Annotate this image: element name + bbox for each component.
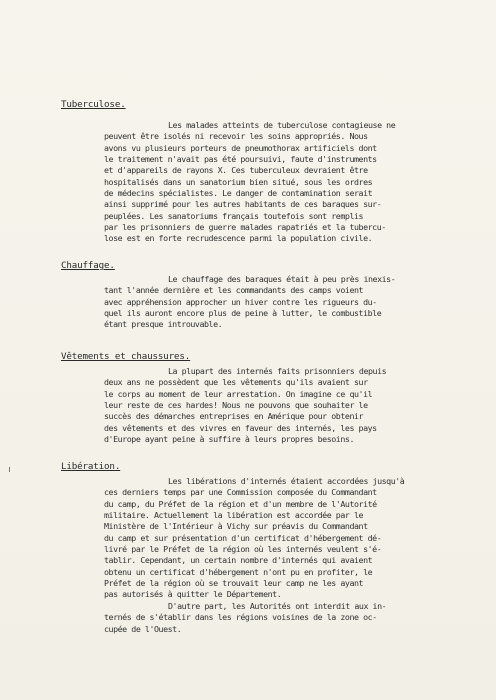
margin-mark	[9, 467, 10, 472]
section-heading-liberation: Libération.	[61, 461, 121, 472]
text-line: succès des démarches entreprises en Amérique pour obtenir	[104, 411, 364, 422]
text-line: D'autre part, les Autorités ont interdit aux in-	[168, 601, 387, 611]
text-line: avons vu plusieurs porteurs de pneumothorax artificiels dont	[104, 142, 377, 153]
text-line: militaire. Actuellement la libération est accordée par le	[104, 510, 364, 521]
text-line: ces derniers temps par une Commission composée du Commandant	[104, 487, 377, 498]
text-line: leur reste de ces hardes! Nous ne pouvons que souhaiter le	[104, 400, 368, 411]
text-line: ainsi supprimé pour les autres habitants de ces baraques sur-	[104, 199, 382, 210]
text-line: et d'appareils de rayons X. Ces tuberculeux devraient être	[104, 165, 368, 176]
paragraph-tuberculose	[104, 120, 395, 245]
text-line: du camp, du Préfet de la région et d'un membre de l'Autorité	[104, 498, 377, 509]
text-line: livré par le Préfet de la région où les internés veulent s'é-	[104, 544, 382, 555]
text-line: Préfet de la région où se trouvait leur camp ne les ayant	[104, 578, 364, 589]
text-line: pas autorisés à quitter le Département.	[104, 589, 282, 600]
text-line: Le chauffage des baraques était à peu près inexis-	[168, 274, 396, 284]
text-line: La plupart des internés faits prisonniers depuis	[168, 366, 387, 376]
text-line: deux ans ne possèdent que les vêtements qu'ils avaient sur	[104, 377, 368, 388]
text-line: obtenu un certificat d'hébergement n'ont pu en profiter, le	[104, 566, 373, 577]
text-line: du camp et sur présentation d'un certificat d'hébergement dé-	[104, 532, 382, 543]
text-line: hospitalisés dans un sanatorium bien situé, sous les ordres	[104, 176, 373, 187]
paragraph-vetements	[104, 366, 386, 445]
section-heading-tuberculose: Tuberculose.	[61, 99, 126, 110]
text-line: de médecins spécialistes. Le danger de contamination serait	[104, 188, 373, 199]
text-line: d'Europe ayant peine à suffire à leurs propres besoins.	[104, 434, 354, 445]
text-line: cupée de l'Ouest.	[104, 623, 182, 634]
text-line: par les prisonniers de guerre malades rapatriés et la tubercu-	[104, 222, 386, 233]
text-line: ternés de s'établir dans les régions voisines de la zone oc-	[104, 612, 377, 623]
text-line: Les libérations d'internés étaient accordées jusqu'à	[168, 476, 405, 486]
text-line: avec appréhension approcher un hiver contre les rigueurs du-	[104, 296, 377, 307]
text-line: quel ils auront encore plus de peine à lutter, le combustible	[104, 308, 382, 319]
text-line: tablir. Cependant, un certain nombre d'internés qui avaient	[104, 555, 373, 566]
text-line: peuplées. Les sanatoriums français toutefois sont remplis	[104, 210, 364, 221]
paragraph-liberation-2	[104, 601, 386, 635]
text-line: lose est en forte recrudescence parmi la population civile.	[104, 233, 373, 244]
text-line: étant presque introuvable.	[104, 319, 223, 330]
text-line: le corps au moment de leur arrestation. On imagine ce qu'il	[104, 388, 373, 399]
paragraph-liberation-1	[104, 476, 404, 601]
text-line: peuvent être isolés ni recevoir les soins appropriés. Nous	[104, 131, 368, 142]
text-line: des vêtements et des vivres en faveur des internés, les pays	[104, 422, 377, 433]
text-line: Les malades atteints de tuberculose contagieuse ne	[168, 120, 396, 130]
text-line: Ministère de l'Intérieur à Vichy sur préavis du Commandant	[104, 521, 368, 532]
text-line: tant l'année dernière et les commandants des camps voient	[104, 285, 364, 296]
paragraph-chauffage	[104, 274, 395, 331]
section-heading-chauffage: Chauffage.	[61, 260, 115, 271]
text-line: le traitement n'avait pas été poursuivi, faute d'instruments	[104, 154, 377, 165]
section-heading-vetements: Vêtements et chaussures.	[61, 351, 191, 362]
